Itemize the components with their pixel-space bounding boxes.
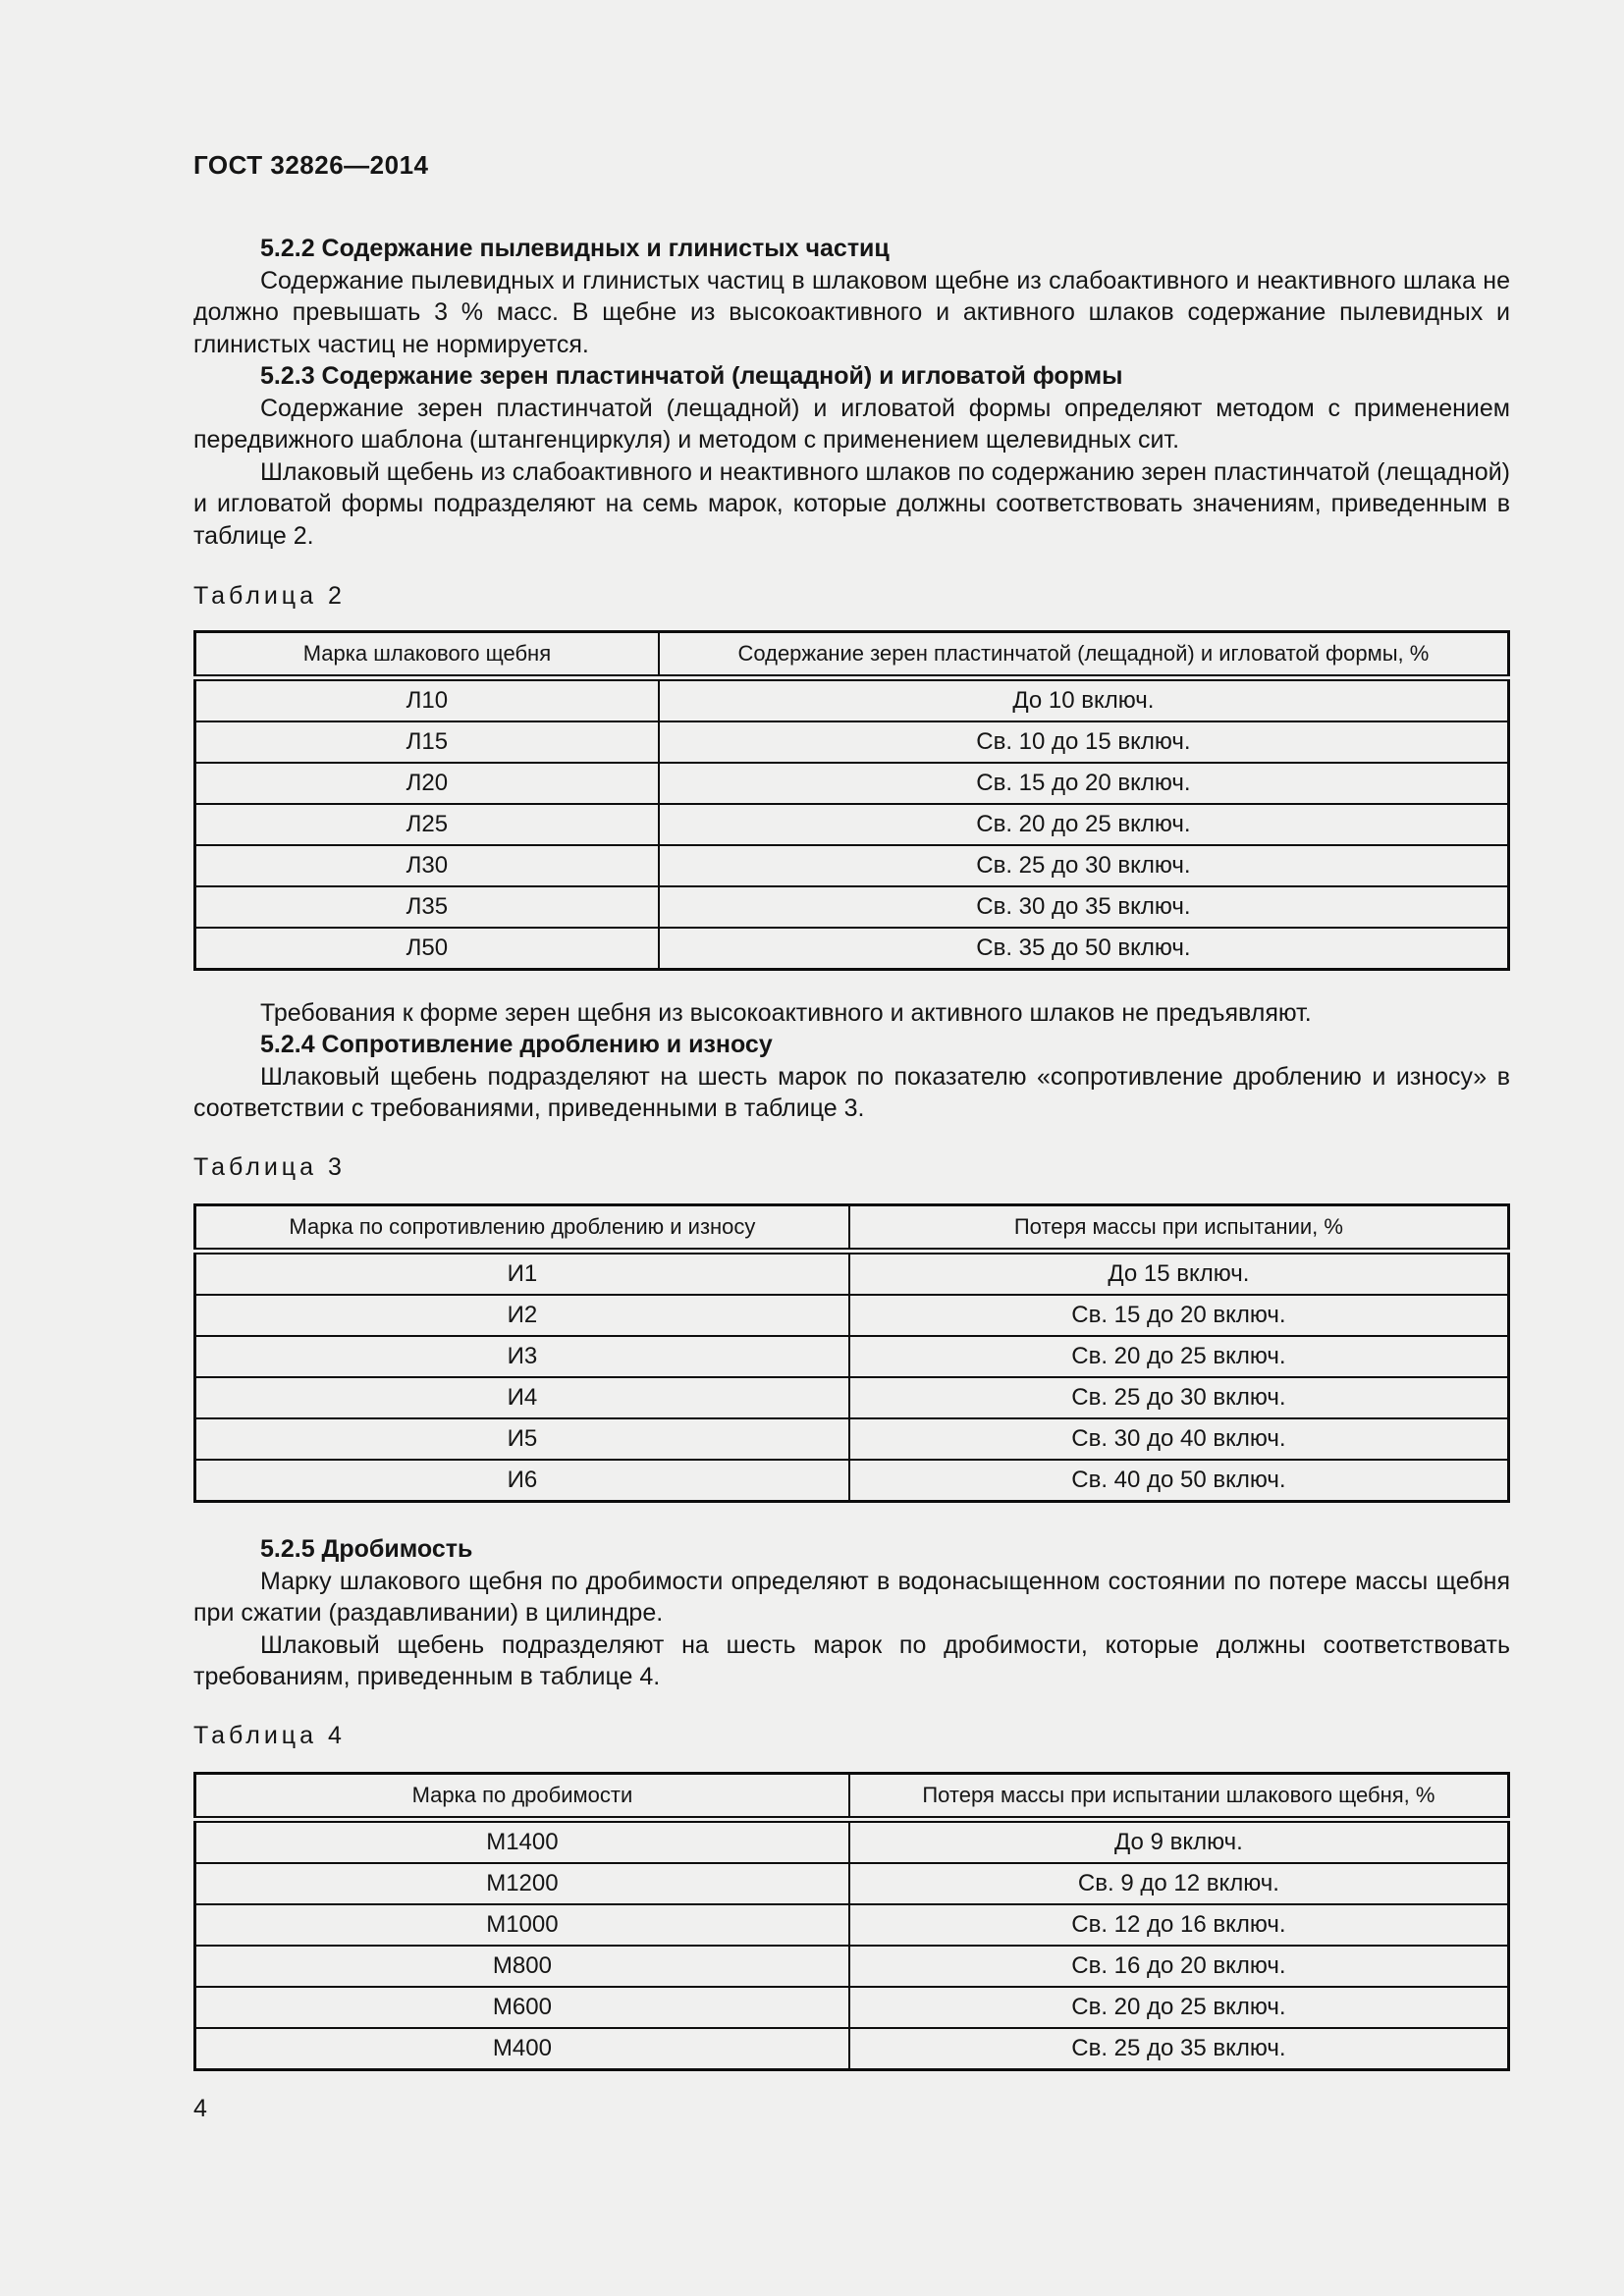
table-cell: Св. 10 до 15 включ. bbox=[659, 721, 1509, 763]
table-row bbox=[195, 763, 1509, 804]
table-3-label: Таблица 3 bbox=[193, 1152, 346, 1181]
table-cell: Св. 12 до 16 включ. bbox=[849, 1904, 1509, 1946]
table-2-header-row bbox=[195, 631, 1509, 677]
table-cell: Св. 16 до 20 включ. bbox=[849, 1946, 1509, 1987]
table-cell: И2 bbox=[195, 1295, 849, 1336]
table-row bbox=[195, 1336, 1509, 1377]
table-cell: Л25 bbox=[195, 804, 659, 845]
table-cell: Св. 9 до 12 включ. bbox=[849, 1863, 1509, 1904]
table-cell: Св. 40 до 50 включ. bbox=[849, 1460, 1509, 1502]
table-cell: Л10 bbox=[195, 677, 659, 721]
table-cell: Л35 bbox=[195, 886, 659, 928]
table-row bbox=[195, 886, 1509, 928]
table-4-label: Таблица 4 bbox=[193, 1721, 346, 1749]
table-cell: М1000 bbox=[195, 1904, 849, 1946]
table-cell: Св. 20 до 25 включ. bbox=[849, 1336, 1509, 1377]
table-cell: М1200 bbox=[195, 1863, 849, 1904]
table-cell: М800 bbox=[195, 1946, 849, 1987]
table-3-col1-header: Марка по сопротивлению дроблению и износу bbox=[195, 1205, 849, 1252]
table-4-col2-header: Потеря массы при испытании шлакового щебня, % bbox=[849, 1774, 1509, 1820]
paragraph: Содержание пылевидных и глинистых частиц в шлаковом щебне из слабоактивного и неактивного шлака не должно превышать 3 % масс. В щебне из высокоактивного и активного шлаков содержание пылевидных и глинистых частиц не нормируется. bbox=[193, 266, 1510, 358]
table-cell: Л15 bbox=[195, 721, 659, 763]
table-2-col2-header: Содержание зерен пластинчатой (лещадной) и игловатой формы, % bbox=[659, 631, 1509, 677]
table-cell: До 10 включ. bbox=[659, 677, 1509, 721]
table-2-label: Таблица 2 bbox=[193, 582, 346, 610]
table-row bbox=[195, 721, 1509, 763]
running-header: ГОСТ 32826—2014 bbox=[193, 150, 429, 180]
table-cell: Св. 20 до 25 включ. bbox=[849, 1987, 1509, 2028]
table-cell: И1 bbox=[195, 1252, 849, 1296]
paragraph-note: Требования к форме зерен щебня из высокоактивного и активного шлаков не предъявляют. bbox=[260, 998, 1312, 1027]
table-row bbox=[195, 804, 1509, 845]
table-row bbox=[195, 1295, 1509, 1336]
table-3-header-row bbox=[195, 1205, 1509, 1252]
table-4 bbox=[193, 1772, 1510, 2071]
section-heading-5-2-4: 5.2.4 Сопротивление дроблению и износу bbox=[260, 1031, 773, 1058]
table-row bbox=[195, 1946, 1509, 1987]
table-row bbox=[195, 2028, 1509, 2070]
table-row bbox=[195, 928, 1509, 970]
table-cell: Л20 bbox=[195, 763, 659, 804]
table-3 bbox=[193, 1203, 1510, 1503]
table-row bbox=[195, 1252, 1509, 1296]
table-2-col1-header: Марка шлакового щебня bbox=[195, 631, 659, 677]
table-4-col1-header: Марка по дробимости bbox=[195, 1774, 849, 1820]
table-cell: И4 bbox=[195, 1377, 849, 1418]
table-row bbox=[195, 1987, 1509, 2028]
table-cell: Св. 25 до 35 включ. bbox=[849, 2028, 1509, 2070]
table-row bbox=[195, 677, 1509, 721]
table-row bbox=[195, 845, 1509, 886]
paragraph: Марку шлакового щебня по дробимости определяют в водонасыщенном состоянии по потере массы щебня при сжатии (раздавливании) в цилиндре. bbox=[193, 1567, 1510, 1627]
table-row bbox=[195, 1904, 1509, 1946]
table-2 bbox=[193, 630, 1510, 971]
table-cell: И6 bbox=[195, 1460, 849, 1502]
table-cell: М400 bbox=[195, 2028, 849, 2070]
table-cell: Л50 bbox=[195, 928, 659, 970]
table-cell: Св. 35 до 50 включ. bbox=[659, 928, 1509, 970]
paragraph: Шлаковый щебень подразделяют на шесть марок по дробимости, которые должны соответствовать требованиям, приведенным в таблице 4. bbox=[193, 1630, 1510, 1690]
paragraph: Шлаковый щебень из слабоактивного и неактивного шлаков по содержанию зерен пластинчатой (лещадной) и игловатой формы подразделяют на семь марок, которые должны соответствовать значениям, приведенным в таблице 2. bbox=[193, 457, 1510, 550]
paragraph: Содержание зерен пластинчатой (лещадной) и игловатой формы определяют методом с применением передвижного шаблона (штангенциркуля) и методом с применением щелевидных сит. bbox=[193, 394, 1510, 454]
table-4-header-row bbox=[195, 1774, 1509, 1820]
table-row bbox=[195, 1820, 1509, 1864]
table-row bbox=[195, 1377, 1509, 1418]
table-cell: Св. 15 до 20 включ. bbox=[659, 763, 1509, 804]
table-cell: М1400 bbox=[195, 1820, 849, 1864]
table-cell: Св. 25 до 30 включ. bbox=[849, 1377, 1509, 1418]
table-row bbox=[195, 1863, 1509, 1904]
table-cell: Л30 bbox=[195, 845, 659, 886]
table-cell: До 9 включ. bbox=[849, 1820, 1509, 1864]
table-cell: Св. 20 до 25 включ. bbox=[659, 804, 1509, 845]
table-row bbox=[195, 1460, 1509, 1502]
table-cell: До 15 включ. bbox=[849, 1252, 1509, 1296]
section-heading-5-2-3: 5.2.3 Содержание зерен пластинчатой (лещадной) и игловатой формы bbox=[260, 362, 1123, 390]
page-number: 4 bbox=[193, 2095, 207, 2122]
section-heading-5-2-2: 5.2.2 Содержание пылевидных и глинистых частиц bbox=[260, 235, 890, 262]
table-cell: Св. 25 до 30 включ. bbox=[659, 845, 1509, 886]
table-cell: Св. 15 до 20 включ. bbox=[849, 1295, 1509, 1336]
table-cell: Св. 30 до 35 включ. bbox=[659, 886, 1509, 928]
table-row bbox=[195, 1418, 1509, 1460]
paragraph: Шлаковый щебень подразделяют на шесть марок по показателю «сопротивление дроблению и износу» в соответствии с требованиями, приведенными в таблице 3. bbox=[193, 1062, 1510, 1122]
table-cell: И3 bbox=[195, 1336, 849, 1377]
table-3-col2-header: Потеря массы при испытании, % bbox=[849, 1205, 1509, 1252]
table-cell: И5 bbox=[195, 1418, 849, 1460]
table-cell: Св. 30 до 40 включ. bbox=[849, 1418, 1509, 1460]
table-cell: М600 bbox=[195, 1987, 849, 2028]
section-heading-5-2-5: 5.2.5 Дробимость bbox=[260, 1535, 473, 1563]
